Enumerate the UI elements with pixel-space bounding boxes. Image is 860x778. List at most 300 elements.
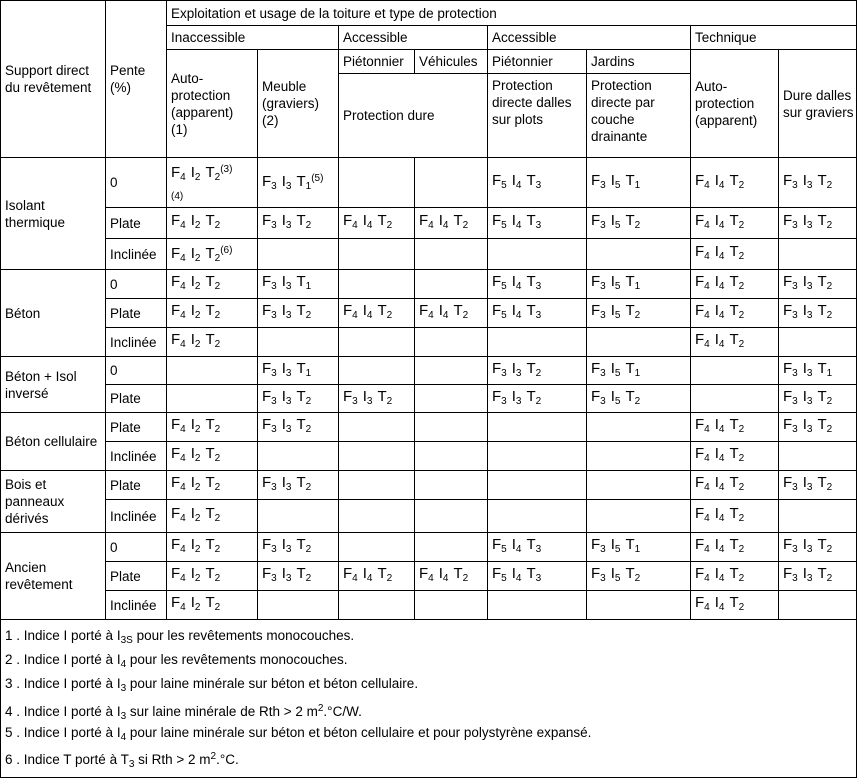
index-value: 4 xyxy=(718,179,725,191)
index-code xyxy=(817,388,832,410)
index-value: 4 xyxy=(718,513,725,524)
value-cell xyxy=(339,357,415,385)
index-value: 3 xyxy=(535,544,542,555)
index-code xyxy=(591,360,606,382)
index-value: 2 xyxy=(194,602,201,613)
pente-cell: Plate xyxy=(106,471,167,500)
index-letter: T xyxy=(205,445,215,462)
index-code xyxy=(453,302,468,324)
value-cell xyxy=(339,471,415,500)
index-letter: I xyxy=(190,212,195,229)
index-code xyxy=(611,273,621,295)
value-cell xyxy=(779,591,857,620)
value-cell xyxy=(587,357,691,385)
value-cell xyxy=(691,413,779,442)
index-code xyxy=(695,212,710,234)
index-value: 2 xyxy=(738,281,745,292)
value-cell xyxy=(339,413,415,442)
value-cell xyxy=(415,500,488,533)
header-support: Support direct du revêtement xyxy=(1,1,106,158)
index-code xyxy=(526,388,541,410)
value-cell xyxy=(415,471,488,500)
value-cell xyxy=(779,533,857,562)
value-cell xyxy=(167,591,258,620)
value-cell xyxy=(339,533,415,562)
index-letter: F xyxy=(591,536,601,553)
index-code xyxy=(205,505,220,527)
support-cell: Béton xyxy=(1,270,106,357)
value-cell xyxy=(339,328,415,357)
index-letter: I xyxy=(281,474,286,491)
pente-cell: Plate xyxy=(106,413,167,442)
index-code xyxy=(205,212,220,234)
index-value: 3 xyxy=(271,220,277,231)
value-cell xyxy=(167,208,258,239)
index-value: 2 xyxy=(826,179,833,191)
value-cell xyxy=(779,357,857,385)
index-letter: T xyxy=(526,387,536,405)
footnote xyxy=(5,699,856,723)
index-code xyxy=(262,173,277,195)
index-value: 2 xyxy=(535,395,542,407)
value-cell xyxy=(779,442,857,471)
index-letter: I xyxy=(438,565,443,582)
index-code xyxy=(591,302,606,324)
footnote-superscript: 2 xyxy=(317,702,324,714)
index-letter: T xyxy=(625,273,635,290)
index-letter: T xyxy=(817,359,827,377)
value-cell xyxy=(691,239,779,270)
index-letter: I xyxy=(714,505,719,522)
index-code xyxy=(343,302,358,324)
header-tech-autoprotection: Auto-protection (apparent) xyxy=(691,50,779,158)
index-value: 3 xyxy=(285,482,292,493)
header-dure-dalles: Dure dalles sur graviers xyxy=(779,50,857,158)
index-value: 1 xyxy=(826,367,833,379)
index-value: 3 xyxy=(271,573,277,584)
footnote-text: .°C/W. xyxy=(323,703,362,719)
table-row xyxy=(1,270,857,299)
value-cell xyxy=(587,413,691,442)
index-code xyxy=(282,416,292,438)
index-letter: I xyxy=(511,171,516,189)
value-cell xyxy=(339,500,415,533)
index-letter: T xyxy=(377,387,387,405)
value-cell xyxy=(488,299,587,328)
footnote-text: 5 . Indice I porté à I xyxy=(5,724,121,740)
index-code xyxy=(205,416,220,438)
index-code xyxy=(729,212,744,234)
footnote-ref: (3) xyxy=(220,163,233,175)
value-cell xyxy=(691,471,779,500)
support-cell: Ancien revêtement xyxy=(1,533,106,620)
index-value: 2 xyxy=(305,544,312,555)
index-code xyxy=(262,536,277,558)
index-code xyxy=(695,536,710,558)
index-value: 2 xyxy=(305,310,312,321)
index-code xyxy=(492,360,507,382)
index-value: 3 xyxy=(352,395,358,407)
index-code xyxy=(803,536,813,558)
index-letter: I xyxy=(714,331,719,348)
index-value: 3 xyxy=(806,220,813,231)
index-value: 4 xyxy=(718,544,725,555)
index-code xyxy=(492,273,507,295)
value-cell xyxy=(488,591,587,620)
index-code xyxy=(715,445,725,467)
value-cell xyxy=(258,533,339,562)
footnote xyxy=(5,747,856,771)
footnote xyxy=(5,723,856,747)
index-value: 2 xyxy=(214,602,221,613)
index-letter: I xyxy=(802,273,807,290)
index-value: 2 xyxy=(535,367,542,379)
value-cell xyxy=(167,239,258,270)
index-code xyxy=(817,565,832,587)
index-letter: I xyxy=(802,416,807,433)
index-value: 3 xyxy=(285,544,292,555)
index-code xyxy=(512,388,522,410)
index-letter: I xyxy=(281,212,286,229)
index-code xyxy=(695,416,710,438)
index-letter: I xyxy=(714,536,719,553)
index-value: 4 xyxy=(352,573,358,584)
index-letter: I xyxy=(281,536,286,553)
index-letter: T xyxy=(729,474,739,491)
index-code xyxy=(205,302,220,324)
index-letter: F xyxy=(783,416,793,433)
index-code xyxy=(695,565,710,587)
index-code xyxy=(363,388,373,410)
index-value: 3 xyxy=(501,395,507,407)
value-cell xyxy=(779,208,857,239)
index-letter: F xyxy=(262,273,272,290)
index-value: 2 xyxy=(634,395,641,407)
index-code xyxy=(171,273,186,295)
index-value: 4 xyxy=(352,220,358,231)
index-value: 2 xyxy=(386,395,393,407)
index-code xyxy=(512,273,522,295)
value-cell xyxy=(691,500,779,533)
index-code xyxy=(695,243,710,265)
index-code xyxy=(343,212,358,234)
index-letter: F xyxy=(171,273,181,290)
index-value: 1 xyxy=(634,367,641,379)
index-letter: I xyxy=(511,359,516,377)
value-cell xyxy=(587,442,691,471)
header-pente: Pente (%) xyxy=(106,1,167,158)
header-inaccessible: Inaccessible xyxy=(167,26,339,50)
header-protection-dure: Protection dure xyxy=(339,74,488,158)
index-letter: I xyxy=(714,594,719,611)
index-value: 2 xyxy=(214,513,221,524)
index-letter: T xyxy=(817,536,827,553)
index-value: 5 xyxy=(614,310,621,321)
index-code xyxy=(377,212,392,234)
value-cell xyxy=(488,500,587,533)
index-code xyxy=(191,565,201,587)
index-code xyxy=(171,416,186,438)
index-code xyxy=(191,505,201,527)
index-value: 2 xyxy=(194,513,201,524)
index-value: 3 xyxy=(271,395,277,407)
value-cell xyxy=(258,357,339,385)
index-value: 3 xyxy=(515,395,522,407)
index-value: 2 xyxy=(386,573,393,584)
index-letter: I xyxy=(362,212,367,229)
index-code xyxy=(419,565,434,587)
value-cell xyxy=(779,500,857,533)
index-code xyxy=(729,536,744,558)
index-letter: I xyxy=(362,387,367,405)
value-cell xyxy=(167,442,258,471)
index-letter: T xyxy=(729,416,739,433)
index-letter: T xyxy=(526,171,536,189)
value-cell xyxy=(488,328,587,357)
index-value: 2 xyxy=(214,544,221,555)
index-value: 3 xyxy=(535,573,542,584)
index-value: 3 xyxy=(271,424,277,435)
index-code xyxy=(625,212,640,234)
index-value: 4 xyxy=(704,220,710,231)
index-code xyxy=(296,536,311,558)
index-code xyxy=(591,273,606,295)
value-cell xyxy=(415,270,488,299)
index-value: 4 xyxy=(442,310,449,321)
index-value: 3 xyxy=(600,281,606,292)
index-value: 4 xyxy=(718,424,725,435)
value-cell xyxy=(691,442,779,471)
index-letter: T xyxy=(453,212,463,229)
index-value: 3 xyxy=(271,281,277,292)
index-value: 2 xyxy=(214,482,221,493)
index-value: 3 xyxy=(285,281,292,292)
value-cell xyxy=(415,158,488,208)
index-code xyxy=(492,536,507,558)
index-value: 2 xyxy=(214,171,221,183)
index-value: 2 xyxy=(826,310,833,321)
index-value: 2 xyxy=(305,395,312,407)
index-letter: T xyxy=(205,273,215,290)
index-letter: I xyxy=(438,212,443,229)
index-letter: F xyxy=(492,359,502,377)
footnotes xyxy=(1,620,857,778)
index-value: 3 xyxy=(792,281,798,292)
index-value: 1 xyxy=(305,367,312,379)
index-value: 5 xyxy=(501,573,507,584)
index-letter: I xyxy=(714,416,719,433)
value-cell xyxy=(587,270,691,299)
index-letter: T xyxy=(205,536,215,553)
index-value: 4 xyxy=(515,544,522,555)
index-letter: F xyxy=(695,243,705,260)
index-code xyxy=(695,172,710,194)
index-letter: T xyxy=(729,302,739,319)
index-letter: I xyxy=(362,565,367,582)
index-letter: F xyxy=(262,565,272,582)
index-value: 4 xyxy=(180,573,186,584)
index-code xyxy=(492,302,507,324)
index-letter: F xyxy=(492,387,502,405)
index-letter: F xyxy=(171,212,181,229)
value-cell xyxy=(488,158,587,208)
index-letter: F xyxy=(695,331,705,348)
index-code xyxy=(363,565,373,587)
value-cell xyxy=(488,471,587,500)
index-letter: I xyxy=(802,536,807,553)
index-value: 2 xyxy=(634,573,641,584)
index-letter: T xyxy=(625,536,635,553)
index-letter: I xyxy=(714,445,719,462)
index-value: 4 xyxy=(704,482,710,493)
index-value: 3 xyxy=(600,395,606,407)
header-accessible-1: Accessible xyxy=(339,26,488,50)
index-code xyxy=(205,594,220,616)
value-cell xyxy=(415,239,488,270)
index-letter: T xyxy=(817,416,827,433)
header-meuble xyxy=(258,50,339,158)
index-letter: T xyxy=(526,273,536,290)
index-code xyxy=(715,536,725,558)
index-value: 5 xyxy=(614,179,621,191)
index-value: 4 xyxy=(442,220,449,231)
value-cell xyxy=(339,442,415,471)
index-value: 4 xyxy=(515,573,522,584)
index-code xyxy=(512,360,522,382)
header-jardins: Jardins xyxy=(587,50,691,74)
index-value: 3 xyxy=(600,220,606,231)
index-code xyxy=(512,536,522,558)
index-letter: F xyxy=(783,474,793,491)
index-code xyxy=(591,388,606,410)
index-letter: F xyxy=(695,302,705,319)
index-code xyxy=(625,360,640,382)
index-letter: F xyxy=(262,302,272,319)
index-value: 1 xyxy=(634,544,641,555)
value-cell xyxy=(167,471,258,500)
index-value: 4 xyxy=(704,339,710,350)
value-cell xyxy=(587,500,691,533)
value-cell xyxy=(339,270,415,299)
index-code xyxy=(377,388,392,410)
index-value: 3 xyxy=(792,395,798,407)
index-code xyxy=(492,565,507,587)
value-cell xyxy=(488,357,587,385)
header-pietonnier-1: Piétonnier xyxy=(339,50,415,74)
index-value: 3 xyxy=(271,482,277,493)
index-value: 2 xyxy=(826,482,833,493)
support-cell: Isolant thermique xyxy=(1,158,106,270)
table-row xyxy=(1,442,857,471)
value-cell xyxy=(587,385,691,413)
index-code xyxy=(262,273,277,295)
value-cell xyxy=(691,562,779,591)
index-letter: I xyxy=(714,273,719,290)
index-code xyxy=(783,474,798,496)
index-letter: T xyxy=(729,505,739,522)
index-value: 3 xyxy=(792,179,798,191)
index-code xyxy=(817,172,832,194)
value-cell xyxy=(779,239,857,270)
index-letter: I xyxy=(281,173,286,190)
index-code xyxy=(191,474,201,496)
index-code xyxy=(205,536,220,558)
index-value: 4 xyxy=(180,252,186,264)
index-code xyxy=(296,388,311,410)
index-value: 3 xyxy=(285,395,292,407)
index-value: 3 xyxy=(285,424,292,435)
index-letter: T xyxy=(296,173,306,190)
index-letter: I xyxy=(190,445,195,462)
footnote xyxy=(5,674,856,698)
index-letter: F xyxy=(343,212,353,229)
index-value: 4 xyxy=(704,281,710,292)
index-letter: I xyxy=(511,212,516,229)
value-cell xyxy=(587,208,691,239)
index-letter: I xyxy=(190,331,195,348)
index-value: 4 xyxy=(180,482,186,493)
index-value: 2 xyxy=(194,424,201,435)
value-cell xyxy=(779,299,857,328)
index-code xyxy=(591,172,606,194)
value-cell xyxy=(415,533,488,562)
index-code xyxy=(695,594,710,616)
index-value: 3 xyxy=(366,395,373,407)
index-value: 2 xyxy=(826,424,833,435)
index-code xyxy=(191,273,201,295)
index-letter: I xyxy=(610,171,615,189)
index-code xyxy=(262,565,277,587)
index-letter: F xyxy=(262,536,272,553)
index-value: 3 xyxy=(806,482,813,493)
index-value: 5 xyxy=(501,220,507,231)
footnote-subscript: 3S xyxy=(120,635,133,646)
index-value: 4 xyxy=(428,573,434,584)
index-letter: F xyxy=(171,565,181,582)
index-letter: F xyxy=(262,474,272,491)
header-vehicules: Véhicules xyxy=(415,50,488,74)
index-value: 3 xyxy=(600,544,606,555)
value-cell xyxy=(415,442,488,471)
index-letter: T xyxy=(205,212,215,229)
index-code xyxy=(191,445,201,467)
index-value: 4 xyxy=(704,453,710,464)
index-letter: F xyxy=(695,416,705,433)
value-cell xyxy=(167,328,258,357)
index-code xyxy=(191,536,201,558)
index-value: 2 xyxy=(214,573,221,584)
index-code xyxy=(591,212,606,234)
index-value: 3 xyxy=(792,482,798,493)
index-value: 4 xyxy=(704,513,710,524)
footnote-text: 3 . Indice I porté à I xyxy=(5,676,121,692)
notes-row xyxy=(1,620,857,778)
pente-cell: 0 xyxy=(106,357,167,385)
index-letter: I xyxy=(190,565,195,582)
index-letter: T xyxy=(526,359,536,377)
value-cell xyxy=(691,357,779,385)
footnote-subscript: 3 xyxy=(120,683,127,695)
index-letter: F xyxy=(783,387,793,405)
index-code xyxy=(377,565,392,587)
index-code xyxy=(729,302,744,324)
index-letter: I xyxy=(190,594,195,611)
pente-cell: 0 xyxy=(106,270,167,299)
index-letter: I xyxy=(438,302,443,319)
index-value: 2 xyxy=(826,544,833,555)
index-code xyxy=(591,536,606,558)
index-letter: T xyxy=(296,302,306,319)
